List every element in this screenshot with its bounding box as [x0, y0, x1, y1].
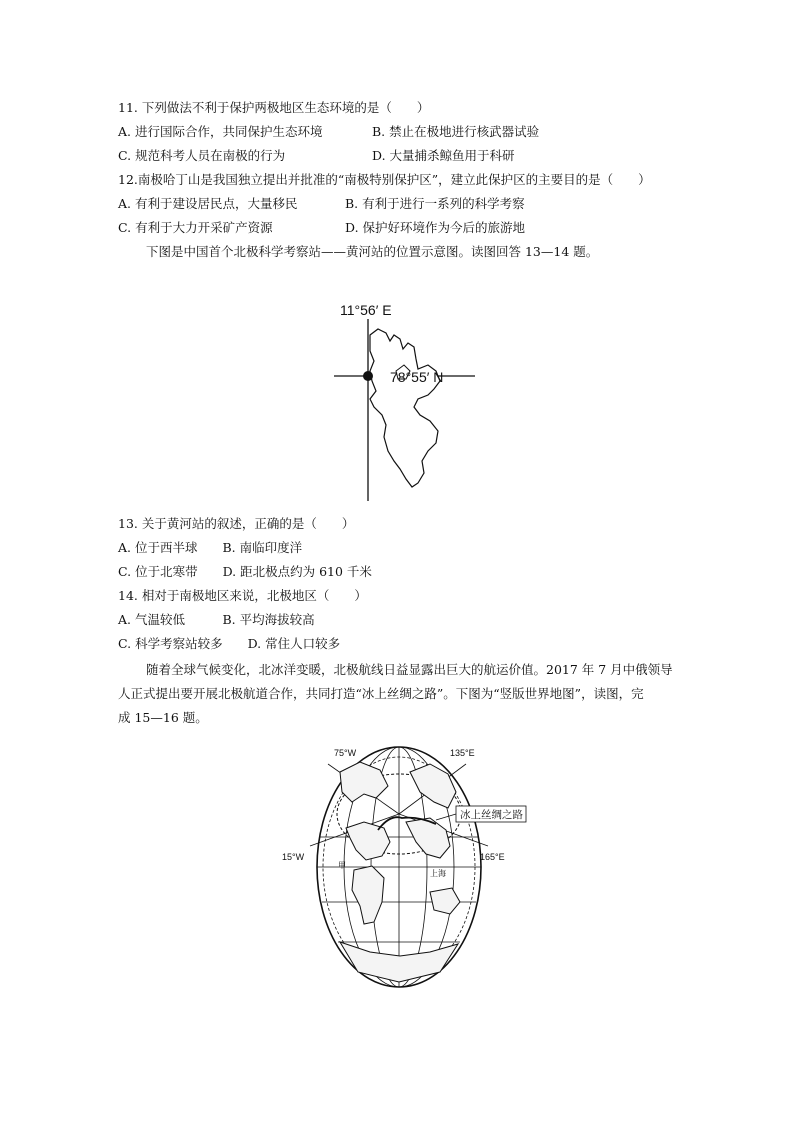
svalbard-island-outline — [370, 329, 440, 487]
label-15w: 15°W — [282, 852, 305, 862]
station-map-svg — [320, 275, 485, 505]
q13-stem: 13. 关于黄河站的叙述，正确的是（ ） — [118, 516, 355, 531]
q11-option-b: B. 禁止在极地进行核武器试验 — [372, 124, 540, 139]
q14-options-ab: A. 气温较低 B. 平均海拔较高 — [118, 612, 315, 627]
label-75w: 75°W — [334, 748, 357, 758]
q11-option-a: A. 进行国际合作，共同保护生态环境 — [118, 124, 323, 139]
vertical-world-map — [280, 742, 530, 992]
latitude-label: 78°55′ N — [390, 369, 444, 385]
q12-option-c: C. 有利于大力开采矿产资源 — [118, 220, 273, 235]
world-map-svg — [280, 742, 530, 992]
intro2-line3: 成 15—16 题。 — [118, 710, 208, 725]
route-label: 冰上丝绸之路 — [460, 809, 523, 821]
q13-options-ab: A. 位于西半球 B. 南临印度洋 — [118, 540, 303, 555]
label-135e: 135°E — [450, 748, 475, 758]
q11-option-c: C. 规范科考人员在南极的行为 — [118, 148, 286, 163]
q14-stem: 14. 相对于南极地区来说，北极地区（ ） — [118, 588, 367, 603]
intro2-line1: 随着全球气候变化，北冰洋变暖，北极航线日益显露出巨大的航运价值。2017 年 7 月中俄领导 — [146, 662, 673, 677]
intro2-line2: 人正式提出要开展北极航道合作，共同打造“冰上丝绸之路”。下图为“竖版世界地图”，读图，完 — [118, 686, 644, 701]
intro-figure-1: 下图是中国首个北极科学考察站——黄河站的位置示意图。读图回答 13—14 题。 — [146, 244, 599, 259]
q13-options-cd: C. 位于北寒带 D. 距北极点约为 610 千米 — [118, 564, 372, 579]
q11-option-d: D. 大量捕杀鲸鱼用于科研 — [372, 148, 515, 163]
label-jia: 甲 — [338, 861, 346, 870]
q12-option-d: D. 保护好环境作为今后的旅游地 — [345, 220, 526, 235]
q12-option-a: A. 有利于建设居民点，大量移民 — [118, 196, 298, 211]
longitude-label: 11°56′ E — [340, 302, 392, 318]
station-location-map — [320, 275, 485, 505]
label-165e: 165°E — [480, 852, 505, 862]
q12-stem: 12.南极哈丁山是我国独立提出并批准的“南极特别保护区”，建立此保护区的主要目的是（ ） — [118, 172, 651, 187]
label-shanghai: 上海 — [430, 869, 446, 878]
q12-option-b: B. 有利于进行一系列的科学考察 — [345, 196, 525, 211]
q14-options-cd: C. 科学考察站较多 D. 常住人口较多 — [118, 636, 341, 651]
q11-stem: 11. 下列做法不利于保护两极地区生态环境的是（ ） — [118, 100, 430, 115]
huanghe-station-marker — [363, 371, 373, 381]
